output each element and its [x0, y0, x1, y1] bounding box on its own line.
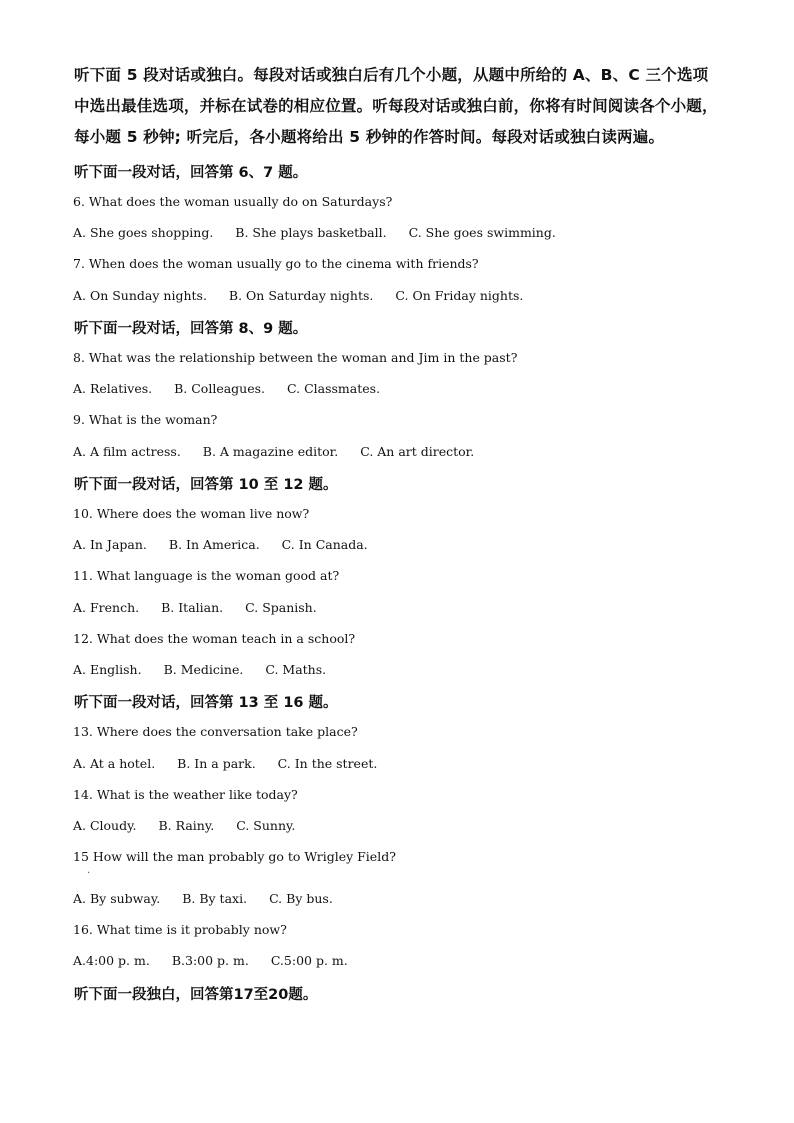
option-c[interactable]: C. An art director. — [360, 444, 475, 459]
option-c[interactable]: C. She goes swimming. — [408, 225, 556, 240]
answer-options — [73, 600, 339, 615]
section-instructions: 听下面 5 段对话或独白。每段对话或独白后有几个小题，从题中所给的 A、B、C 三个选项中选出最佳选项，并标在试卷的相应位置。听每段对话或独白前，你将有时间阅读各个小题，每小题 5 秒钟; 听完后，各小题将给出 5 秒钟的作答时间。每段对话或独白读两遍。 — [74, 66, 718, 146]
option-a[interactable]: A. At a hotel. — [73, 756, 156, 771]
option-b[interactable]: B. Medicine. — [163, 662, 244, 677]
question-text: 11. What language is the woman good at? — [73, 568, 340, 583]
question-text: 6. What does the woman usually do on Saturdays? — [73, 194, 393, 209]
option-b[interactable]: B. On Saturday nights. — [228, 288, 374, 303]
option-b[interactable]: B. In America. — [168, 537, 260, 552]
option-a[interactable]: A. By subway. — [73, 891, 161, 906]
option-c[interactable]: C. Sunny. — [236, 818, 296, 833]
group-heading: 听下面一段独白，回答第17至20题。 — [74, 987, 318, 1003]
question-text: 7. When does the woman usually go to the cinema with friends? — [73, 256, 479, 271]
option-a[interactable]: A. In Japan. — [73, 537, 147, 552]
option-a[interactable]: A.4:00 p. m. — [73, 953, 150, 968]
option-a[interactable]: A. On Sunday nights. — [73, 288, 207, 303]
question-text: 15 How will the man probably go to Wrigley Field? — [73, 849, 396, 864]
answer-options — [73, 818, 317, 833]
option-c[interactable]: C. Spanish. — [245, 600, 317, 615]
option-a[interactable]: A. She goes shopping. — [73, 225, 214, 240]
option-a[interactable]: A. Relatives. — [73, 381, 153, 396]
option-b[interactable]: B.3:00 p. m. — [171, 953, 249, 968]
question-text: 13. Where does the conversation take place? — [73, 724, 358, 739]
option-c[interactable]: C.5:00 p. m. — [270, 953, 348, 968]
question-text: 14. What is the weather like today? — [73, 787, 298, 802]
question-text: 12. What does the woman teach in a school? — [73, 631, 356, 646]
answer-options — [73, 953, 370, 968]
group-heading: 听下面一段对话，回答第 8、9 题。 — [74, 321, 308, 337]
option-b[interactable]: B. By taxi. — [182, 891, 248, 906]
question-text: 16. What time is it probably now? — [73, 922, 287, 937]
answer-options — [73, 662, 348, 677]
answer-options — [73, 537, 390, 552]
option-b[interactable]: B. A magazine editor. — [202, 444, 339, 459]
option-c[interactable]: C. Maths. — [265, 662, 327, 677]
option-c[interactable]: C. In Canada. — [281, 537, 368, 552]
option-c[interactable]: C. On Friday nights. — [395, 288, 524, 303]
option-b[interactable]: B. Rainy. — [158, 818, 215, 833]
question-text: 9. What is the woman? — [73, 412, 218, 427]
answer-options — [73, 288, 545, 303]
answer-options — [73, 225, 578, 240]
group-heading: 听下面一段对话，回答第 10 至 12 题。 — [74, 477, 338, 493]
group-heading: 听下面一段对话，回答第 13 至 16 题。 — [74, 695, 338, 711]
option-a[interactable]: A. A film actress. — [73, 444, 181, 459]
option-b[interactable]: B. She plays basketball. — [235, 225, 387, 240]
option-c[interactable]: C. In the street. — [277, 756, 378, 771]
option-b[interactable]: B. In a park. — [177, 756, 256, 771]
answer-options — [73, 891, 355, 906]
option-b[interactable]: B. Italian. — [161, 600, 224, 615]
option-b[interactable]: B. Colleagues. — [174, 381, 266, 396]
stray-mark: · — [87, 868, 91, 879]
group-heading: 听下面一段对话，回答第 6、7 题。 — [74, 165, 308, 181]
option-c[interactable]: C. Classmates. — [287, 381, 381, 396]
answer-options — [73, 444, 496, 459]
question-text: 8. What was the relationship between the woman and Jim in the past? — [73, 350, 518, 365]
question-text: 10. Where does the woman live now? — [73, 506, 310, 521]
answer-options — [73, 381, 402, 396]
option-a[interactable]: A. English. — [73, 662, 142, 677]
answer-options — [73, 756, 399, 771]
option-c[interactable]: C. By bus. — [269, 891, 333, 906]
option-a[interactable]: A. Cloudy. — [73, 818, 137, 833]
option-a[interactable]: A. French. — [73, 600, 140, 615]
